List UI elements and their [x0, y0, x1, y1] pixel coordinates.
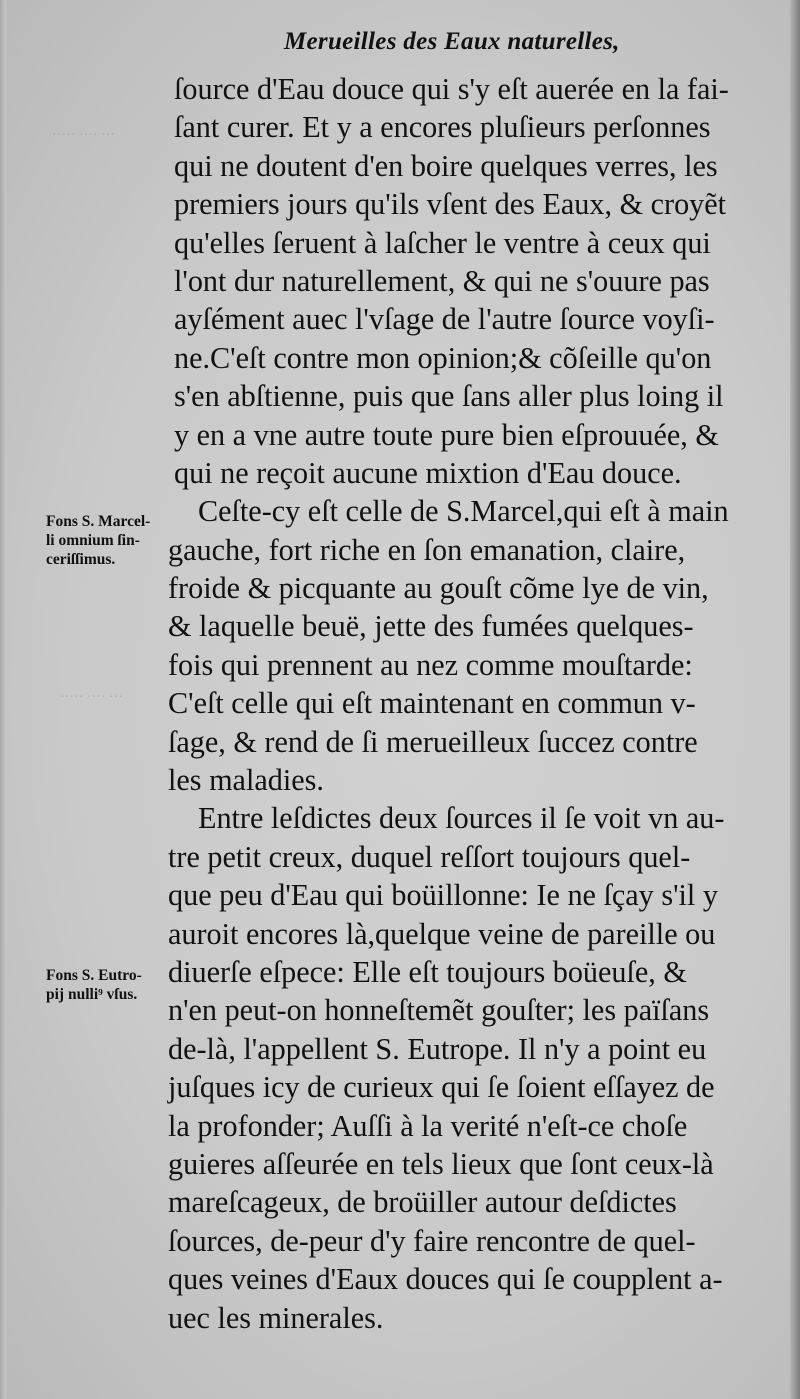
text-line: froide & picquante au gouſt cõme lye de vin, — [168, 571, 709, 606]
text-line: ſant curer. Et y a encores pluſieurs perſonnes — [174, 110, 711, 145]
text-line: l'ont dur naturellement, & qui ne s'ouure pas — [174, 263, 710, 298]
text-line: ſources, de-peur d'y faire rencontre de quel- — [168, 1223, 696, 1258]
text-line: premiers jours qu'ils vſent des Eaux, & croyẽt — [174, 187, 727, 222]
marginal-note-line: pij nulli⁹ vſus. — [46, 986, 138, 1003]
text-line: C'eſt celle qui eſt maintenant en commun v- — [168, 686, 696, 721]
paragraph-start-line: Entre leſdictes deux ſources il ſe voit vn au- — [198, 801, 725, 836]
text-line: guieres aſſeurée en tels lieux que ſont ceux-là — [168, 1146, 714, 1181]
marginal-note-saint-eutrope — [46, 966, 186, 1004]
text-line: n'en peut-on honneſtemẽt gouſter; les païſans — [168, 993, 710, 1028]
text-line: gauche, fort riche en ſon emanation, claire, — [168, 532, 686, 567]
text-line: qu'elles ſeruent à laſcher le ventre à ceux qui — [174, 225, 711, 260]
text-line: y en a vne autre toute pure bien eſprouuée, & — [174, 417, 719, 452]
text-line: ques veines d'Eaux douces qui ſe coupplent a- — [168, 1262, 723, 1297]
text-line: auroit encores là,quelque veine de pareille ou — [168, 916, 716, 951]
text-line: les maladies. — [168, 763, 324, 798]
text-line: fois qui prennent au nez comme mouſtarde: — [168, 647, 693, 682]
book-spine-shadow — [790, 0, 800, 1399]
text-line: mareſcageux, de broüiller autour deſdictes — [168, 1185, 677, 1220]
text-line: ne.C'eſt contre mon opinion;& cõſeille qu'on — [174, 340, 712, 375]
marginal-note-saint-marcel — [46, 512, 186, 569]
text-line: ayſément auec l'vſage de l'autre ſource voyſi- — [174, 302, 715, 337]
text-line: la profonder; Auſſi à la verité n'eſt-ce choſe — [168, 1108, 688, 1143]
bleed-through-text: ··· ···· ····· — [60, 690, 123, 705]
text-line: qui ne reçoit aucune mixtion d'Eau douce. — [174, 455, 682, 490]
text-line: ſage, & rend de ſi merueilleux ſuccez contre — [168, 724, 698, 759]
marginal-note-line: ceriſſimus. — [46, 551, 116, 568]
text-line: de-là, l'appellent S. Eutrope. Il n'y a point eu — [168, 1031, 707, 1066]
text-line: ſource d'Eau douce qui s'y eſt auerée en la fai- — [174, 72, 729, 106]
bleed-through-text: ··· ···· ····· — [52, 128, 115, 143]
text-line: que peu d'Eau qui boüillonne: Ie ne ſçay s'il y — [168, 878, 718, 913]
text-line: qui ne doutent d'en boire quelques verres, les — [174, 148, 718, 183]
marginal-note-line: Fons S. Eutro- — [46, 967, 142, 984]
paragraph-start-line: Ceſte-cy eſt celle de S.Marcel,qui eſt à main — [198, 494, 729, 529]
text-line: s'en abſtienne, puis que ſans aller plus loing il — [174, 379, 724, 414]
text-line: juſques icy de curieux qui ſe ſoient eſſayez de — [168, 1070, 715, 1105]
text-line: tre petit creux, duquel reſſort toujours quel- — [168, 839, 691, 874]
text-line: uec les minerales. — [168, 1300, 384, 1335]
text-line: diuerſe eſpece: Elle eſt toujours boüeuſe, & — [168, 954, 687, 989]
marginal-note-line: li omnium ſin- — [46, 532, 140, 549]
text-line: & laquelle beuë, jette des fumées quelques- — [168, 609, 694, 644]
running-head: Merueilles des Eaux naturelles, — [284, 28, 620, 55]
main-text-block — [168, 70, 768, 1337]
page-left-edge — [0, 0, 6, 1399]
marginal-note-line: Fons S. Marcel- — [46, 513, 151, 530]
